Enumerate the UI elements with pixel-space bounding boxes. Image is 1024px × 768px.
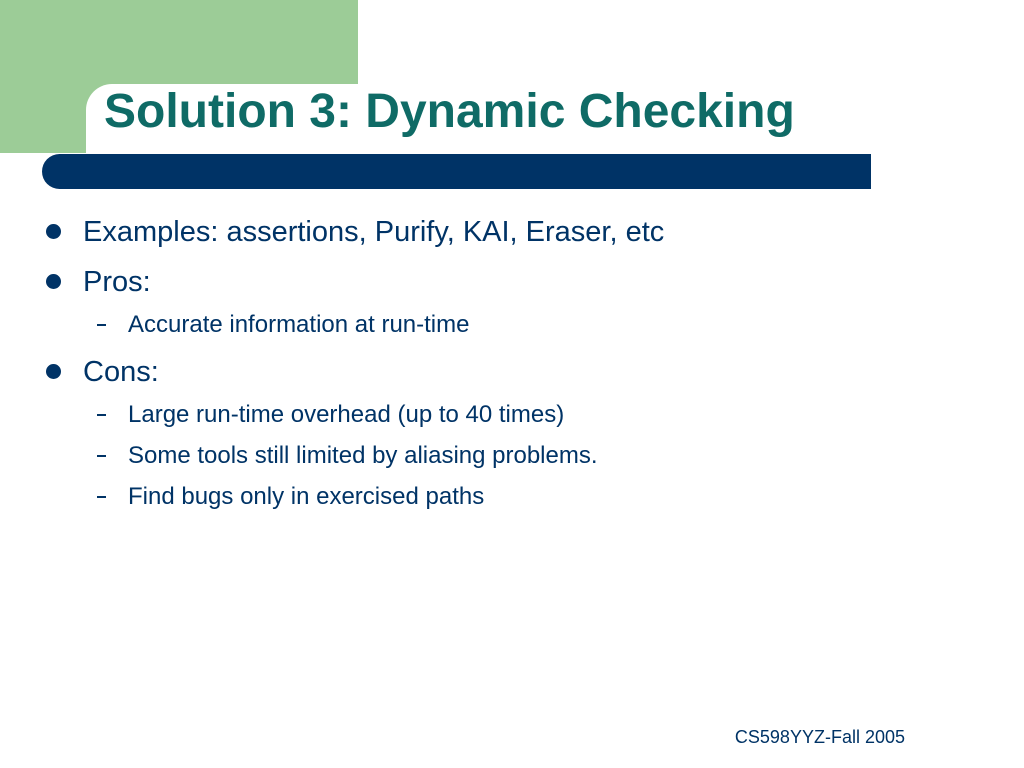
bullet-text: Cons: (83, 356, 159, 388)
sub-bullet-text: Large run-time overhead (up to 40 times) (128, 401, 565, 428)
bullet-dot-icon (46, 274, 61, 289)
bullet-dot-icon (46, 364, 61, 379)
sub-bullet-text: Accurate information at run-time (128, 311, 470, 338)
dash-icon (97, 496, 106, 498)
dash-icon (97, 414, 106, 416)
dash-icon (97, 455, 106, 457)
slide-footer: CS598YYZ-Fall 2005 (734, 727, 905, 747)
sub-bullet-text: Some tools still limited by aliasing problems. (128, 442, 598, 469)
bullet-text: Pros: (83, 266, 151, 298)
bullet-dot-icon (46, 224, 61, 239)
bullet-text: Examples: assertions, Purify, KAI, Eraser, etc (83, 216, 665, 248)
sub-bullet-text: Find bugs only in exercised paths (128, 483, 485, 510)
slide-title: Solution 3: Dynamic Checking (104, 85, 795, 138)
dash-icon (97, 324, 106, 326)
